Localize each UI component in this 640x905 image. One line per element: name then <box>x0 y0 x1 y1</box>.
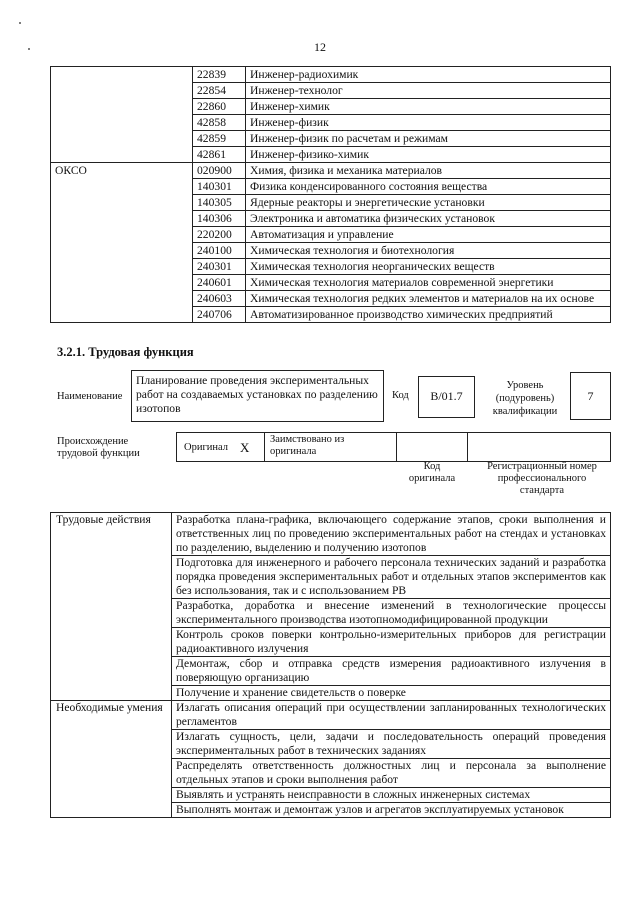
original-label: Оригинал <box>184 442 228 453</box>
okso-code-cell: 240601 <box>193 275 246 291</box>
level-value: 7 <box>587 389 594 403</box>
origin-sep-1 <box>264 432 265 462</box>
code-original-caption: Код оригинала <box>408 461 456 484</box>
okso-table-row <box>51 67 611 83</box>
okso-name-cell: Химическая технология и биотехнология <box>246 243 611 259</box>
okso-name-cell: Инженер-технолог <box>246 83 611 99</box>
level-label: Уровень (подуровень) квалификации <box>492 380 558 417</box>
okso-name-cell: Инженер-физико-химик <box>246 147 611 163</box>
okso-code-cell: 140301 <box>193 179 246 195</box>
okso-name-cell: Электроника и автоматика физических установок <box>246 211 611 227</box>
okso-name-cell: Химическая технология материалов современной энергетики <box>246 275 611 291</box>
okso-code-cell: 240301 <box>193 259 246 275</box>
okso-table <box>50 66 611 323</box>
name-label: Наименование <box>57 391 123 402</box>
okso-name-cell: Автоматизация и управление <box>246 227 611 243</box>
okso-name-cell: Инженер-физик по расчетам и режимам <box>246 131 611 147</box>
origin-sep-3 <box>467 432 468 462</box>
scan-dot <box>19 22 21 24</box>
skill-item: Излагать описания операций при осуществлении запланированных технологических регламентов <box>172 701 611 730</box>
labor-actions-label: Трудовые действия <box>51 513 172 701</box>
okso-name-cell: Химическая технология редких элементов и материалов на их основе <box>246 291 611 307</box>
okso-name-cell: Физика конденсированного состояния вещества <box>246 179 611 195</box>
okso-name-cell: Ядерные реакторы и энергетические установки <box>246 195 611 211</box>
okso-name-cell: Автоматизированное производство химических предприятий <box>246 307 611 323</box>
labor-action-item: Подготовка для инженерного и рабочего персонала технических заданий и разработка порядка проведения экспериментальных работ и отдельных этапов экспериментов как без использования, так и с использованием РВ <box>172 556 611 599</box>
original-mark: Х <box>240 440 250 455</box>
okso-code-cell: 22860 <box>193 99 246 115</box>
page-number: 12 <box>314 40 326 54</box>
code-label: Код <box>392 390 409 401</box>
okso-empty-cell <box>51 67 193 163</box>
name-value: Планирование проведения экспериментальных работ на создаваемых установках по разделению изотопов <box>136 374 378 415</box>
okso-code-cell: 220200 <box>193 227 246 243</box>
code-value: В/01.7 <box>430 389 463 403</box>
skill-item: Распределять ответственность должностных лиц и персонала за выполнение отдельных этапов и сроки выполнения работ <box>172 759 611 788</box>
labor-action-item: Разработка плана-графика, включающего содержание этапов, сроки выполнения и ответственных лиц по проведению экспериментальных работ на стендах и установках по разделению, выделению и получению изотопов <box>172 513 611 556</box>
labor-action-item: Разработка, доработка и внесение изменений в технологические процессы экспериментального производства изотопномодифицированной продукции <box>172 599 611 628</box>
labor-action-item: Демонтаж, сбор и отправка средств измерения радиоактивного излучения в поверяющую организацию <box>172 657 611 686</box>
okso-code-cell: 140305 <box>193 195 246 211</box>
okso-label-cell: ОКСО <box>51 163 193 323</box>
okso-code-cell: 42858 <box>193 115 246 131</box>
duties-table-row <box>51 701 611 730</box>
okso-name-cell: Инженер-химик <box>246 99 611 115</box>
skill-item: Выполнять монтаж и демонтаж узлов и агрегатов эксплуатируемых установок <box>172 803 611 818</box>
okso-name-cell: Химическая технология неорганических веществ <box>246 259 611 275</box>
okso-code-cell: 240706 <box>193 307 246 323</box>
okso-code-cell: 22854 <box>193 83 246 99</box>
okso-code-cell: 42861 <box>193 147 246 163</box>
labor-action-item: Контроль сроков поверки контрольно-измерительных приборов для регистрации радиоактивного излучения <box>172 628 611 657</box>
okso-code-cell: 020900 <box>193 163 246 179</box>
skill-item: Излагать сущность, цели, задачи и последовательность операций проведения экспериментальных работ в технических заданиях <box>172 730 611 759</box>
origin-label: Происхождение трудовой функции <box>57 436 140 459</box>
okso-name-cell: Инженер-физик <box>246 115 611 131</box>
section-heading: 3.2.1. Трудовая функция <box>57 345 194 359</box>
okso-code-cell: 42859 <box>193 131 246 147</box>
okso-code-cell: 140306 <box>193 211 246 227</box>
borrowed-label: Заимствовано из оригинала <box>270 434 345 457</box>
reg-number-caption: Регистрационный номер профессионального стандарта <box>487 461 597 496</box>
skill-item: Выявлять и устранять неисправности в сложных инженерных системах <box>172 788 611 803</box>
duties-table <box>50 512 611 818</box>
okso-table-row <box>51 163 611 179</box>
okso-name-cell: Химия, физика и механика материалов <box>246 163 611 179</box>
okso-name-cell: Инженер-радиохимик <box>246 67 611 83</box>
duties-table-row <box>51 513 611 556</box>
labor-action-item: Получение и хранение свидетельств о поверке <box>172 686 611 701</box>
okso-code-cell: 22839 <box>193 67 246 83</box>
okso-code-cell: 240603 <box>193 291 246 307</box>
origin-sep-2 <box>396 432 397 462</box>
okso-code-cell: 240100 <box>193 243 246 259</box>
skills-label: Необходимые умения <box>51 701 172 818</box>
